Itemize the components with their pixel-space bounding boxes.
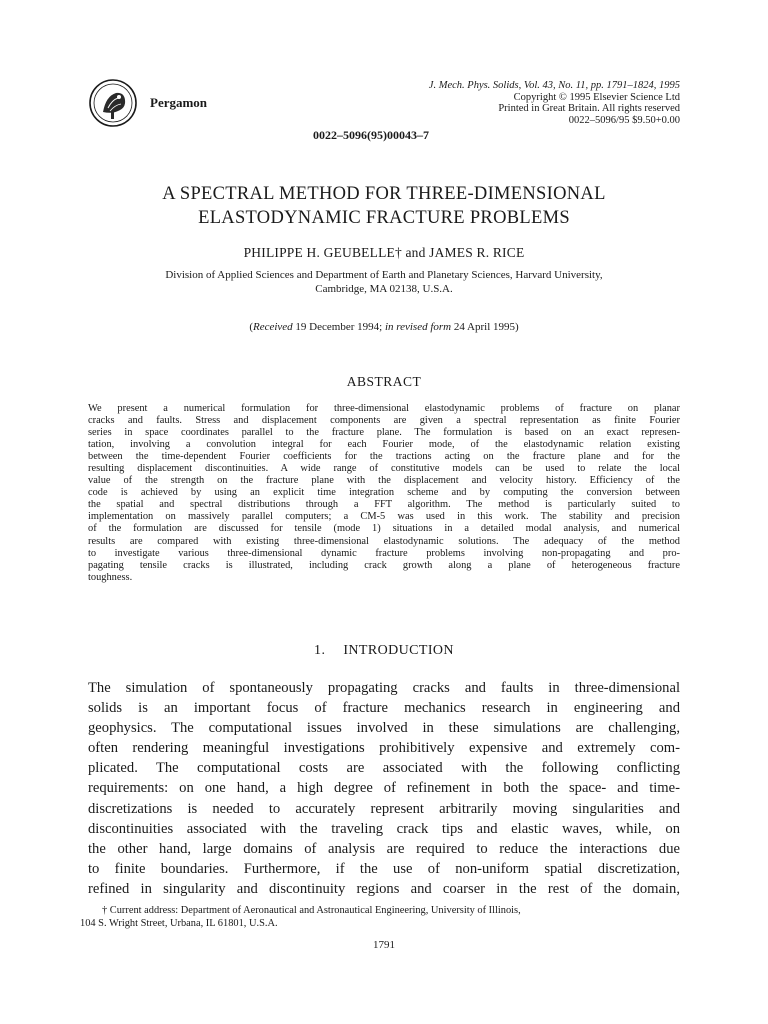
title-line-1: A SPECTRAL METHOD FOR THREE-DIMENSIONAL [162,184,606,204]
intro-line: discontinuities associated with the traveling crack tips and elastic waves, while, on [88,820,680,837]
abstract-line: pagating tensile cracks is illustrated, including crack growth along a plane of heterogeneous fracture [88,559,680,571]
intro-line: refined in singularity and discontinuity regions and coarser in the rest of the domain, [88,880,680,897]
abstract-line: value of the strength on the fracture plane with the displacement and velocity history. Efficiency of the [88,475,680,487]
title-line-2: ELASTODYNAMIC FRACTURE PROBLEMS [198,208,570,228]
intro-line: solids is an important focus of fracture mechanics research in engineering and [88,700,680,717]
intro-line: often rendering meaningful investigations prohibitively expensive and extremely com- [88,740,680,757]
abstract-line: between the time-dependent Fourier coefficients for the tractions acting on the fracture plane and for the [88,451,680,463]
footnote-line-1: † Current address: Department of Aeronautical and Astronautical Engineering, University of Illinois, [102,905,521,916]
journal-reference: J. Mech. Phys. Solids, Vol. 43, No. 11, pp. 1791–1824, 1995 [428,80,680,91]
page-number: 1791 [373,939,395,951]
intro-line: plicated. The computational costs are associated with the following conflicting [88,760,680,777]
abstract-line: series in space coordinates parallel to the fracture plane. The formulation is based on an exact represen- [88,427,680,439]
abstract-line: of the formulation are discussed for tensile (mode 1) situations in a detailed modal analysis, and numerical [88,523,680,535]
document-identifier: 0022–5096(95)00043–7 [313,128,429,142]
publisher-name: Pergamon [150,95,208,110]
abstract-line: to investigate various three-dimensional dynamic fracture problems involving non-propagating and pro- [88,547,680,559]
paper-title [60,182,708,230]
abstract-line: code is achieved by using an explicit time integration scheme and by computing the conversion between [88,487,680,499]
printed-line: Printed in Great Britain. All rights reserved [498,103,680,114]
issn-price-line: 0022–5096/95 $9.50+0.00 [568,114,680,126]
abstract-line: implementation on massively parallel computers; a CM-5 was used in this work. The stability and precision [88,511,680,523]
abstract-line: We present a numerical formulation for three-dimensional elastodynamic problems of fracture on planar [88,403,680,414]
abstract-line: results are compared with existing three-dimensional elastodynamic solutions. The adequacy of the method [88,535,680,547]
intro-line: to finite boundaries. Furthermore, if the use of non-uniform spatial discretization, [88,860,680,877]
footnote [80,904,680,930]
abstract-line: the spatial and spectral distributions through a FFT algorithm. The method is particularly suited to [88,499,680,511]
affiliation [90,268,678,296]
journal-citation [380,80,680,126]
abstract-heading: ABSTRACT [346,374,422,389]
affiliation-line-1: Division of Applied Sciences and Department of Earth and Planetary Sciences, Harvard University, [165,269,603,281]
abstract-line: toughness. [88,571,133,583]
abstract-line: resulting displacement discontinuities. A wide range of constitutive models can be used to relate the local [88,463,680,475]
section-heading-introduction [60,643,708,659]
abstract-line: cracks and faults. Stress and displacement components are given a spectral representation as finite Fourier [88,415,680,427]
section-number: 1. [314,643,326,658]
intro-line: The simulation of spontaneously propagating cracks and faults in three-dimensional [88,680,680,696]
abstract-body [88,403,680,584]
copyright-line: Copyright © 1995 Elsevier Science Ltd [513,91,680,103]
intro-line: discretizations is needed to accurately represent arbitrarily moving singularities and [88,800,680,817]
elsevier-tree-logo-icon [88,78,138,128]
intro-line: geophysics. The computational issues involved in these simulations are challenging, [88,720,680,737]
intro-line: the other hand, large domains of analysis are required to reduce the interactions due [88,840,680,857]
authors: PHILIPPE H. GEUBELLE† and JAMES R. RICE [243,245,525,260]
abstract-line: tation, involving a convolution integral for each Fourier mode, of the elastodynamic relation existing [88,439,680,451]
intro-line: requirements: on one hand, a high degree of refinement in both the space- and time- [88,780,680,797]
introduction-body [88,678,680,899]
footnote-line-2: 104 S. Wright Street, Urbana, IL 61801, U.S.A. [80,918,278,929]
section-title: INTRODUCTION [343,643,454,658]
affiliation-line-2: Cambridge, MA 02138, U.S.A. [315,283,453,295]
received-dates: (Received 19 December 1994; in revised form 24 April 1995) [249,321,519,333]
